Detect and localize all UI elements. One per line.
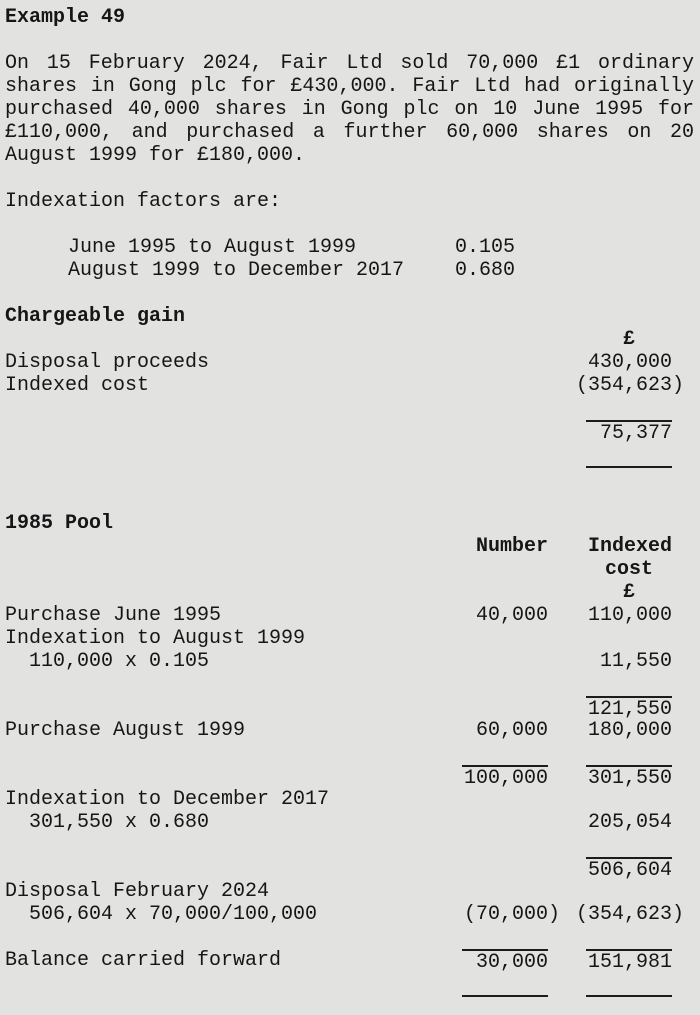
gain-row-label: Disposal proceeds: [5, 351, 210, 374]
total-rule: [586, 765, 672, 790]
spacer: [5, 443, 694, 466]
pool-row-label: 301,550 x 0.680: [5, 811, 210, 834]
gain-row-amount: (354,623): [575, 374, 684, 397]
spacer: [5, 742, 694, 765]
spacer: [5, 673, 694, 696]
spacer: [5, 834, 694, 857]
closing-rule-row: [5, 466, 694, 489]
pool-balance-number-cell: [452, 949, 560, 972]
spacer: [5, 926, 694, 949]
pool-row: [5, 903, 694, 926]
total-rule: [586, 949, 672, 974]
factor-period: June 1995 to August 1999: [68, 236, 357, 259]
closing-rule: [462, 995, 548, 997]
spacer: [5, 972, 694, 995]
pool-subtotal-cell: [574, 857, 684, 880]
pool-row-cost: 205,054: [587, 811, 672, 834]
pool-subtotal-cost: 121,550: [587, 698, 672, 721]
total-rule: [586, 857, 672, 882]
pool-row-number: (70,000): [463, 903, 560, 926]
currency-header-cell: [574, 328, 684, 351]
pool-row: [5, 811, 694, 834]
empty-label: [5, 466, 574, 489]
intro-line: On 15 February 2024, Fair Ltd sold 70,000 £1 ordinary: [5, 52, 694, 75]
pool-row-label: Balance carried forward: [5, 949, 282, 972]
indexation-factor-row: [5, 259, 694, 282]
pool-balance-number: 30,000: [475, 951, 548, 974]
currency-header-row: [5, 328, 694, 351]
spacer: [5, 397, 694, 420]
pool-row-label: Purchase August 1999: [5, 719, 246, 742]
closing-rule-cell: [574, 466, 684, 489]
gain-row-amount: 430,000: [587, 351, 672, 374]
pool-header-number: Number: [475, 535, 548, 558]
pool-subtotal-cell: [574, 696, 684, 719]
pool-row: [5, 880, 694, 903]
empty-label: [5, 535, 452, 558]
empty-cell: [452, 857, 560, 880]
pool-heading: 1985 Pool: [5, 512, 114, 535]
pool-row-cost: (354,623): [575, 903, 684, 926]
closing-rule: [586, 466, 672, 468]
total-rule: [586, 696, 672, 721]
pool-header-row: [5, 535, 694, 558]
pool-row: [5, 627, 694, 650]
pool-currency-cell: [574, 581, 684, 604]
gain-row: [5, 374, 694, 397]
closing-rule: [586, 995, 672, 997]
pool-balance-row: [5, 949, 694, 972]
pool-row: [5, 719, 694, 742]
spacer: [5, 489, 694, 512]
spacer: [5, 282, 694, 305]
empty-label: [5, 558, 452, 581]
pool-row: [5, 650, 694, 673]
pool-totals-row: [5, 765, 694, 788]
pool-row-cost: 180,000: [587, 719, 672, 742]
pool-header-indexed: Indexed: [587, 535, 672, 558]
intro-paragraph: [5, 52, 694, 167]
empty-cell: [452, 811, 560, 834]
factor-period: August 1999 to December 2017: [68, 259, 405, 282]
pool-header-cost: cost: [604, 558, 653, 581]
pool-row-label: 506,604 x 70,000/100,000: [5, 903, 318, 926]
empty-cell: [452, 581, 560, 604]
empty-label: [5, 857, 452, 880]
pool-total-cost-cell: [574, 765, 684, 788]
closing-rule-row: [5, 995, 694, 1015]
empty-label: [5, 328, 574, 351]
intro-line: purchased 40,000 shares in Gong plc on 10 June 1995 for: [5, 98, 694, 121]
pool-balance-cost-cell: [574, 949, 684, 972]
pool-row-cost: 110,000: [587, 604, 672, 627]
indexation-factor-row: [5, 236, 694, 259]
intro-line: £110,000, and purchased a further 60,000 shares on 20: [5, 121, 694, 144]
pool-row-number: 60,000: [475, 719, 548, 742]
total-rule: [462, 949, 548, 974]
closing-rule-cell: [574, 995, 684, 1015]
gain-total-amount: 75,377: [599, 422, 672, 445]
total-rule: [586, 420, 672, 445]
pool-row-label: Purchase June 1995: [5, 604, 222, 627]
empty-label: [5, 420, 574, 443]
empty-cell: [452, 696, 560, 719]
pool-row-number: 40,000: [475, 604, 548, 627]
empty-cell: [452, 650, 560, 673]
chargeable-gain-heading: Chargeable gain: [5, 305, 186, 328]
empty-label: [5, 696, 452, 719]
intro-line: August 1999 for £180,000.: [5, 144, 306, 167]
factor-value: 0.680: [455, 259, 516, 282]
pool-subtotal-row: [5, 857, 694, 880]
pool-row-label: Indexation to August 1999: [5, 627, 306, 650]
pool-subtotal-row: [5, 696, 694, 719]
gain-total-row: [5, 420, 694, 443]
pool-balance-cost: 151,981: [587, 951, 672, 974]
empty-cell: [452, 558, 560, 581]
factor-value: 0.105: [455, 236, 516, 259]
pool-total-cost: 301,550: [587, 767, 672, 790]
empty-label: [5, 765, 452, 788]
currency-symbol: £: [622, 328, 635, 351]
indexation-heading: Indexation factors are:: [5, 190, 282, 213]
pool-total-number: 100,000: [463, 767, 548, 790]
currency-symbol: £: [622, 581, 635, 604]
pool-row-label: Disposal February 2024: [5, 880, 270, 903]
intro-line: shares in Gong plc for £430,000. Fair Ltd had originally: [5, 75, 694, 98]
pool-row-label: Indexation to December 2017: [5, 788, 330, 811]
spacer: [5, 29, 694, 52]
gain-total-cell: [574, 420, 684, 443]
pool-header-row: [5, 581, 694, 604]
pool-row-cost: 11,550: [599, 650, 672, 673]
gain-row: [5, 351, 694, 374]
pool-header-cost-cell: [574, 558, 684, 581]
page-title: Example 49: [5, 6, 126, 29]
pool-subtotal-cost: 506,604: [587, 859, 672, 882]
spacer: [5, 167, 694, 190]
pool-row-label: 110,000 x 0.105: [5, 650, 210, 673]
pool-row: [5, 604, 694, 627]
total-rule: [462, 765, 548, 790]
closing-rule-cell: [452, 995, 560, 1015]
empty-label: [5, 995, 452, 1015]
spacer: [5, 213, 694, 236]
pool-header-row: [5, 558, 694, 581]
empty-label: [5, 581, 452, 604]
gain-row-label: Indexed cost: [5, 374, 150, 397]
pool-total-number-cell: [452, 765, 560, 788]
pool-row: [5, 788, 694, 811]
